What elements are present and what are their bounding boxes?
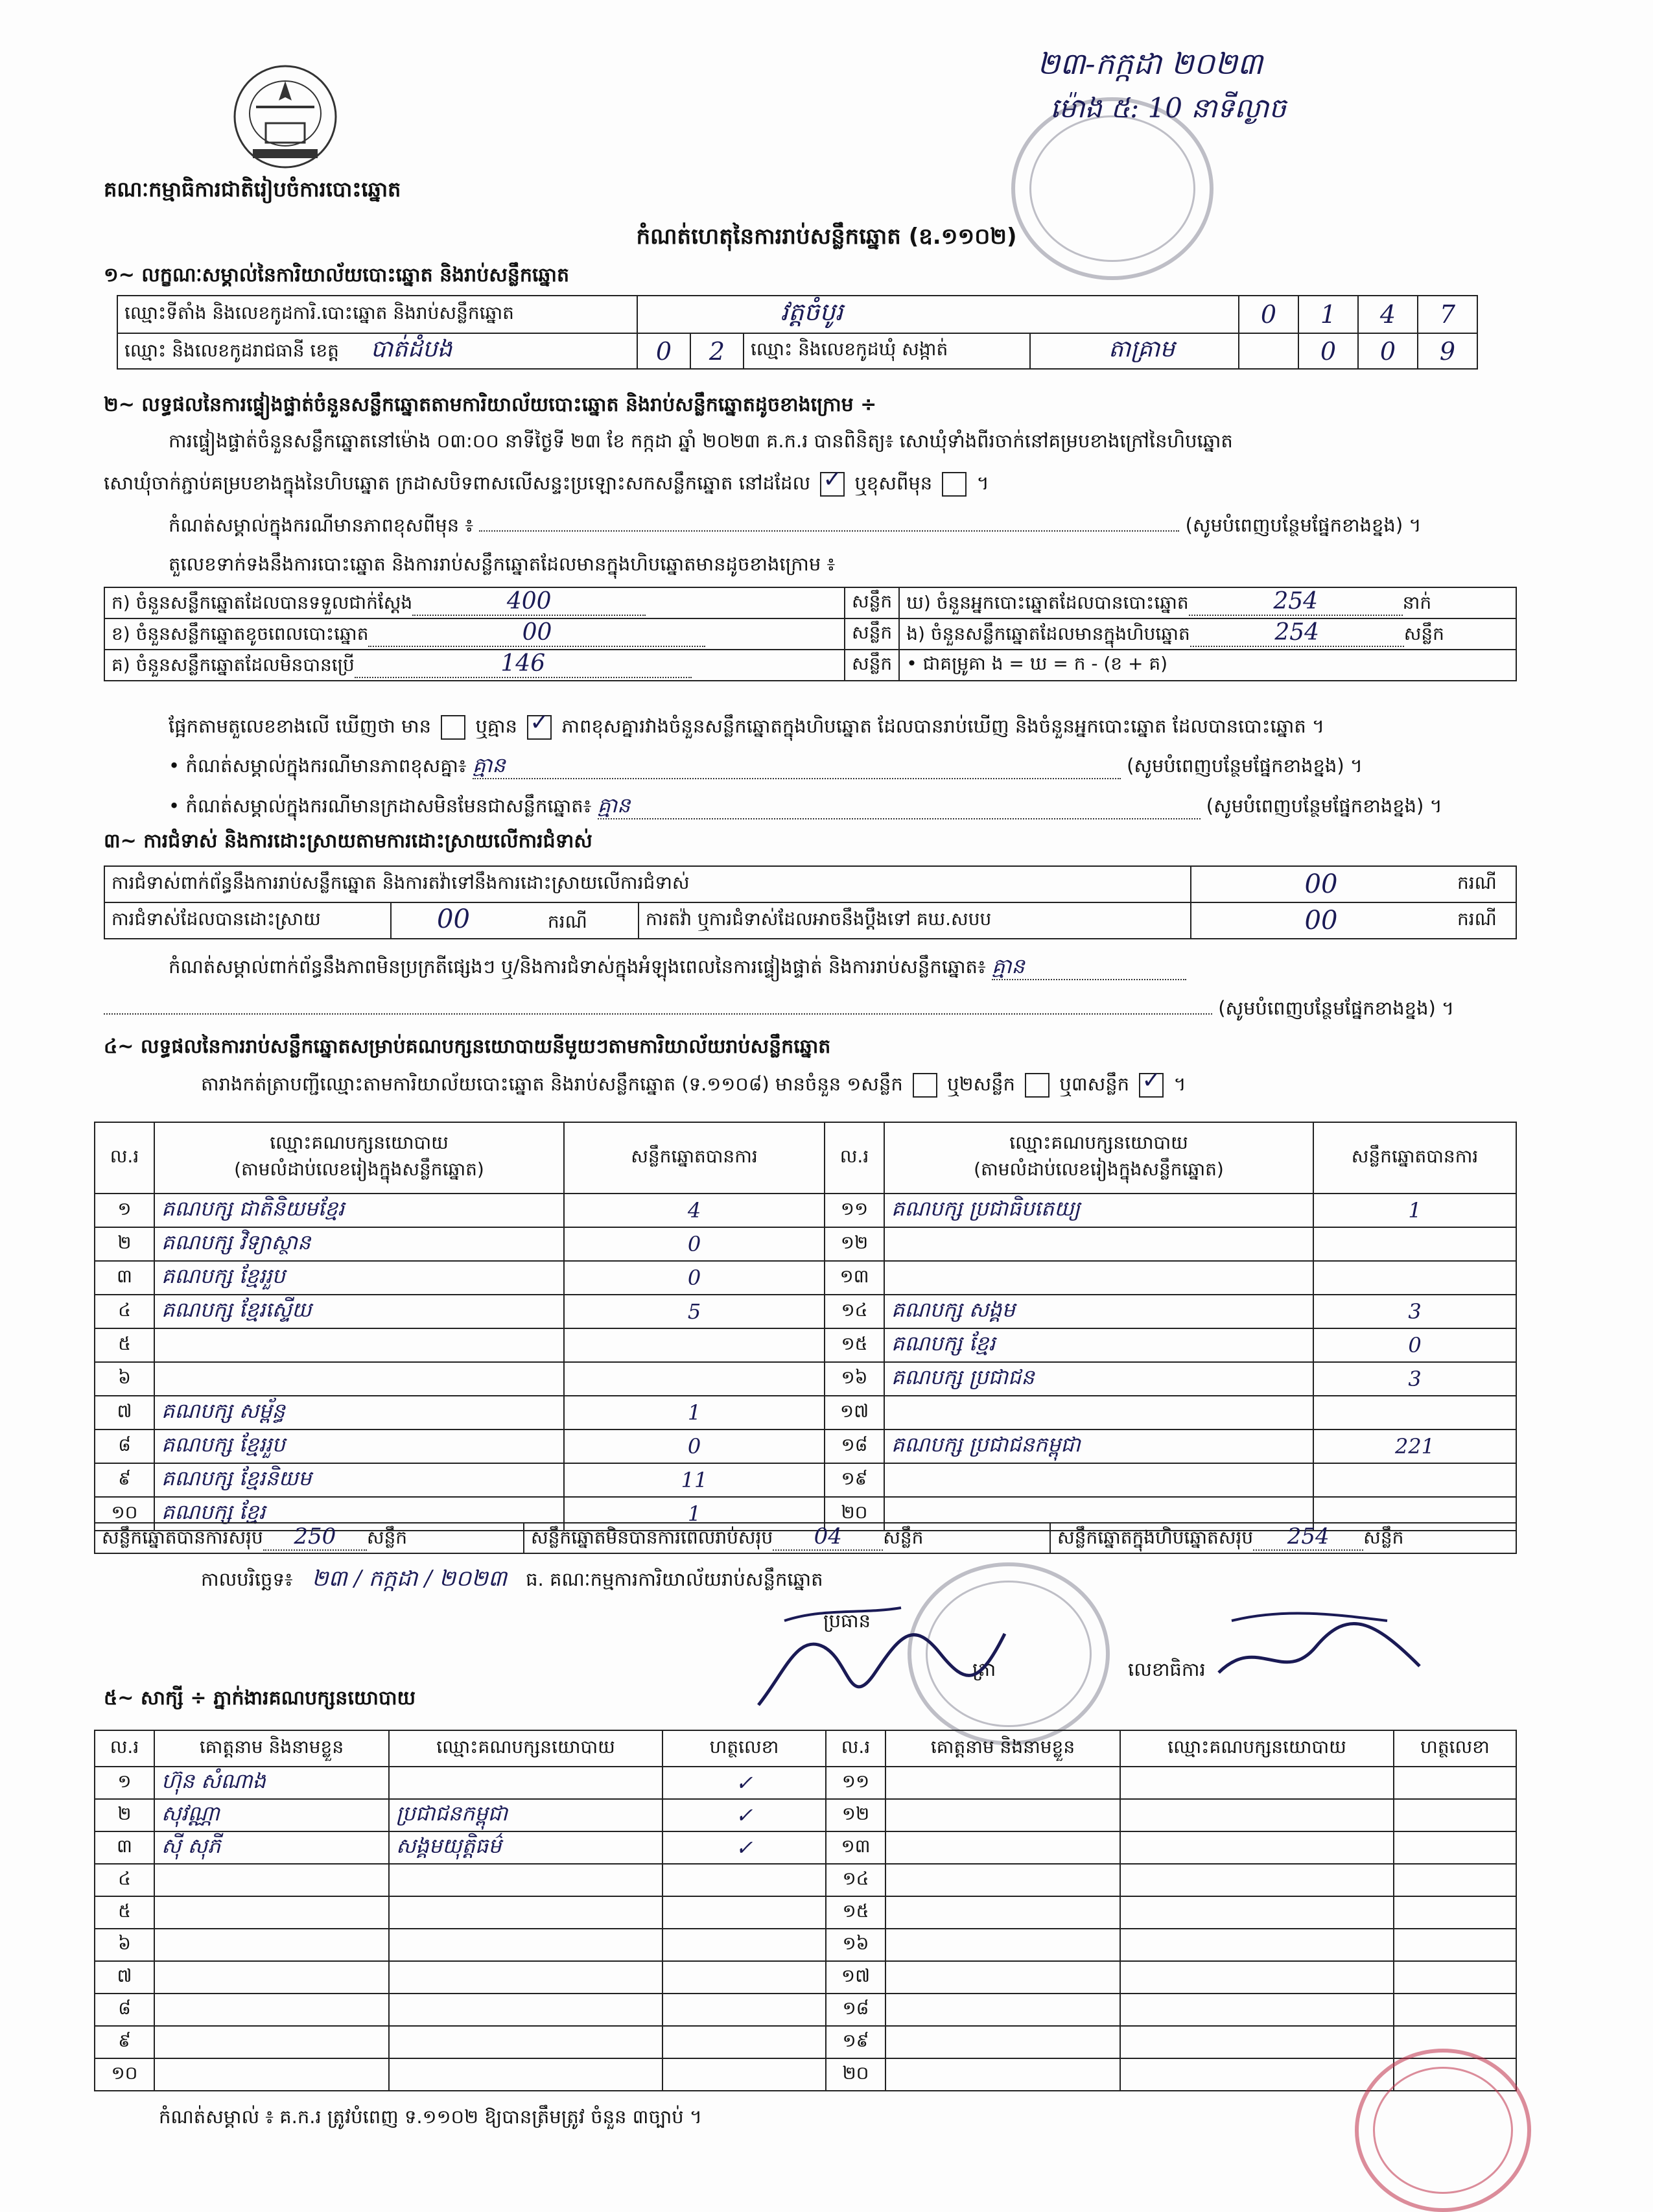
col-party-left (154, 1122, 564, 1194)
w-col-sign-right: ហត្ថលេខា (1394, 1730, 1516, 1767)
station-code-2: 1 (1298, 296, 1358, 333)
vote-count (1313, 1261, 1516, 1295)
vote-count (1313, 1463, 1516, 1497)
count-e-label: ង) ចំនួនសន្លឹកឆ្នោតដែលមានក្នុងហិបឆ្នោត (906, 623, 1190, 644)
footer-note: កំណត់សម្គាល់ ៖ គ.ក.រ ត្រូវបំពេញ ទ.១១០២ ឱ្យបានត្រឹមត្រូវ ចំនួន ៣ច្បាប់ ។ (159, 2106, 703, 2128)
note-invalid-value: គ្មាន (598, 792, 1201, 819)
vote-count (564, 1362, 825, 1396)
row-no: ១៥ (825, 1328, 884, 1362)
row-no: ១០ (95, 2058, 154, 2091)
complaint-note-line2 (104, 995, 1454, 1021)
row-no: ១៤ (825, 1295, 884, 1328)
witness-party (1120, 1831, 1394, 1864)
row-no: ១៦ (826, 1929, 885, 1961)
province-code-1: 0 (637, 333, 690, 369)
date-line (201, 1566, 823, 1592)
section1-heading: ១~ លក្ខណៈសម្គាល់នៃការិយាល័យបោះឆ្នោត និងរាប់សន្លឹកឆ្នោត (104, 264, 570, 287)
row-no: ៥ (95, 1896, 154, 1929)
secretary-label: លេខាធិការ (1128, 1658, 1206, 1680)
president-label: ប្រធាន (823, 1610, 871, 1632)
vote-count (564, 1328, 825, 1362)
row-no: ១៩ (826, 2026, 885, 2058)
table-row (95, 1362, 1516, 1396)
station-name: វត្តចំបូរ (637, 296, 1239, 333)
witness-party (1120, 1994, 1394, 2026)
witness-party (389, 1896, 662, 1929)
diff-line (169, 713, 1517, 740)
total-invalid-value: 04 (773, 1524, 883, 1551)
vote-count: 3 (1313, 1295, 1516, 1328)
total-invalid-unit: សន្លឹក (883, 1527, 924, 1548)
note-invalid-label: • កំណត់សម្គាល់ក្នុងករណីមានក្រដាសមិនមែនជាសន្លឹកឆ្នោត៖ (169, 795, 592, 817)
row-no: ៤ (95, 1864, 154, 1896)
witness-signature (1394, 1896, 1516, 1929)
witness-signature (662, 1896, 826, 1929)
complaint-note-dots (104, 1013, 1212, 1015)
diff-rest-text: ភាពខុសគ្នារវាងចំនួនសន្លឹកឆ្នោតក្នុងហិបឆ្នោត ដែលបានរាប់ឃើញ និងចំនួនអ្នកបោះឆ្នោត ដែលបានបោះឆ្នោត ។ (561, 715, 1325, 737)
witness-party: សង្គមយុត្តិធម៌ (389, 1831, 662, 1864)
committee-name: គណៈកម្មាធិការជាតិរៀបចំការបោះឆ្នោត (104, 177, 401, 202)
count-d-value: 254 (1189, 588, 1403, 616)
handwritten-date: ២៣-កក្កដា ២០២៣ (1037, 46, 1263, 81)
count-a-value: 400 (412, 588, 646, 616)
diff-none-text: ឬគ្មាន (475, 715, 517, 737)
count-e-value: 254 (1190, 619, 1404, 647)
row-no: ៦ (95, 1362, 154, 1396)
witness-signature (1394, 1831, 1516, 1864)
w-col-no-right: ល.រ (826, 1730, 885, 1767)
witness-signature (1394, 1994, 1516, 2026)
col-votes-right: សន្លឹកឆ្នោតបានការ (1313, 1122, 1516, 1194)
total-invalid-cell (524, 1523, 1050, 1553)
party-name: គណបក្ស ខ្មែររួប (154, 1261, 564, 1295)
row-no: ១៣ (825, 1261, 884, 1295)
table-row (95, 1295, 1516, 1328)
vote-count: 11 (564, 1463, 825, 1497)
date-value: ២៣ / កក្កដា / ២០២៣ (311, 1566, 507, 1592)
count-c-unit: សន្លឹក (845, 650, 899, 681)
table-row (95, 1396, 1516, 1430)
witness-signature (662, 1929, 826, 1961)
count-c-value: 146 (355, 650, 692, 678)
row-no: ១៧ (826, 1961, 885, 1994)
w-col-name-right: គោត្តនាម និងនាមខ្លួន (885, 1730, 1120, 1767)
section4-intro: តារាងកត់ត្រាបញ្ជីឈ្មោះតាមការិយាល័យបោះឆ្នោត និងរាប់សន្លឹកឆ្នោត (ទ.១១០៨) មានចំនួន ១សន្លឹក ឬ២សន្លឹក ឬ៣សន្លឹក ✓ ។ (201, 1071, 1186, 1098)
witness-party (389, 1767, 662, 1799)
witness-name (885, 1831, 1120, 1864)
commune-code-3: 9 (1418, 333, 1477, 369)
total-valid-cell (95, 1523, 524, 1553)
note-invalid-row (169, 792, 1442, 819)
total-valid-label: សន្លឹកឆ្នោតបានការសរុប (102, 1527, 263, 1548)
vote-count: 4 (564, 1194, 825, 1227)
total-invalid-label: សន្លឹកឆ្នោតមិនបានការពេលរាប់សរុប (531, 1527, 773, 1548)
section2-fill-hint: (សូមបំពេញបន្ថែមផ្នែកខាងខ្នង) ។ (1185, 514, 1422, 536)
table-row (95, 2026, 1516, 2058)
section2-para2-or: ឬខុសពីមុន (854, 472, 933, 494)
handwritten-time: ម៉ោង ៥: 10 នាទីល្ងាច (1050, 92, 1286, 124)
vote-count (1313, 1227, 1516, 1261)
witness-name (154, 1929, 389, 1961)
witness-name (885, 1799, 1120, 1831)
w-col-party-left: ឈ្មោះគណបក្សនយោបាយ (389, 1730, 662, 1767)
count-row-c (104, 650, 845, 681)
vote-count: 1 (1313, 1194, 1516, 1227)
row-no: ១២ (826, 1799, 885, 1831)
province-name: បាត់ដំបង (370, 336, 452, 362)
witness-party (1120, 2026, 1394, 2058)
complaint-row2-unit: ករណី (547, 911, 587, 932)
row-no: ៣ (95, 1831, 154, 1864)
row-no: ១៨ (826, 1994, 885, 2026)
table-row (95, 1430, 1516, 1463)
witness-signature (662, 1864, 826, 1896)
witness-party (1120, 1799, 1394, 1831)
count-c-label: គ) ចំនួនសន្លឹកឆ្នោតដែលមិនបានប្រើ (111, 654, 355, 676)
col-party-left-sub: (តាមលំដាប់លេខរៀងក្នុងសន្លឹកឆ្នោត) (234, 1159, 484, 1180)
party-name: គណបក្ស ជាតិនិយមខ្មែរ (154, 1194, 564, 1227)
note-diff-row (169, 752, 1363, 779)
table-row (95, 1261, 1516, 1295)
party-name: គណបក្ស ខ្មែរនិយម (154, 1463, 564, 1497)
row-no: ១០ (95, 1497, 154, 1531)
section5-heading: ៥~ សាក្សី ÷ ភ្នាក់ងារគណបក្សនយោបាយ (104, 1687, 416, 1710)
witness-signature (1394, 1961, 1516, 1994)
province-label (117, 333, 637, 369)
party-name (884, 1261, 1313, 1295)
witness-party (1120, 1896, 1394, 1929)
station-code-4: 7 (1418, 296, 1477, 333)
table-row (95, 1961, 1516, 1994)
row-no: ១៣ (826, 1831, 885, 1864)
complaint-row1-value: 00 (1191, 866, 1451, 902)
note-diff-value: គ្មាន (473, 752, 1121, 779)
complaint-note (169, 953, 1186, 980)
witness-party (389, 1929, 662, 1961)
witness-name (885, 2058, 1120, 2091)
party-name (884, 1396, 1313, 1430)
w-col-name-left: គោត្តនាម និងនាមខ្លួន (154, 1730, 389, 1767)
section4-intro-text: តារាងកត់ត្រាបញ្ជីឈ្មោះតាមការិយាល័យបោះឆ្នោត និងរាប់សន្លឹកឆ្នោត (ទ.១១០៨) មានចំនួន ១សន្លឹក (201, 1073, 903, 1095)
total-box-value: 254 (1253, 1524, 1363, 1551)
party-name: គណបក្ស ខ្មែរ (154, 1497, 564, 1531)
party-name: គណបក្ស ប្រជាជន (884, 1362, 1313, 1396)
count-row-a (104, 587, 845, 618)
vote-count: 0 (564, 1261, 825, 1295)
witness-name (154, 1896, 389, 1929)
totals-table (94, 1522, 1517, 1554)
count-e-unit: សន្លឹក (1403, 623, 1444, 644)
row-no: ១៤ (826, 1864, 885, 1896)
col-party-right-sub: (តាមលំដាប់លេខរៀងក្នុងសន្លឹកឆ្នោត) (974, 1159, 1224, 1180)
witness-party (1120, 1864, 1394, 1896)
count-a-unit: សន្លឹក (845, 587, 899, 618)
party-name: គណបក្ស វិទ្យាស្ថាន (154, 1227, 564, 1261)
table-row (95, 1799, 1516, 1831)
complaint-note-value: គ្មាន (992, 953, 1186, 980)
station-table (117, 295, 1478, 370)
total-box-cell (1050, 1523, 1516, 1553)
vote-count: 3 (1313, 1362, 1516, 1396)
witness-name (885, 2026, 1120, 2058)
witness-party: ប្រជាជនកម្ពុជា (389, 1799, 662, 1831)
witness-name (154, 1961, 389, 1994)
witness-name (885, 1767, 1120, 1799)
witness-signature (662, 1994, 826, 2026)
vote-count: 0 (1313, 1328, 1516, 1362)
witness-name (154, 2026, 389, 2058)
witness-name (885, 1994, 1120, 2026)
table-row (95, 1896, 1516, 1929)
one-sheet-checkbox[interactable] (913, 1073, 937, 1098)
has-diff-checkbox[interactable] (441, 715, 465, 740)
complaint-row2-value: 00 (437, 904, 470, 934)
row-no: ៧ (95, 1961, 154, 1994)
section2-counts-intro: តួលេខទាក់ទងនឹងការបោះឆ្នោត និងការរាប់សន្លឹកឆ្នោតដែលមានក្នុងហិបឆ្នោតមានដូចខាងក្រោម ៖ (169, 553, 836, 575)
results-table (94, 1122, 1517, 1531)
count-row-b (104, 618, 845, 650)
w-col-no-left: ល.រ (95, 1730, 154, 1767)
vote-count: 221 (1313, 1430, 1516, 1463)
witness-signature: ✓ (662, 1799, 826, 1831)
witness-party (1120, 1929, 1394, 1961)
date-suffix: ធ. គណៈកម្មការការិយាល័យរាប់សន្លឹកឆ្នោត (526, 1568, 823, 1590)
witness-party (389, 1994, 662, 2026)
col-party-right (884, 1122, 1313, 1194)
vote-count: 0 (564, 1430, 825, 1463)
col-party-right-title: ឈ្មោះគណបក្សនយោបាយ (1009, 1132, 1188, 1153)
complaint-row2-label: ការជំទាស់ដែលបានដោះស្រាយ (104, 902, 391, 939)
party-name: គណបក្ស សង្គម (884, 1295, 1313, 1328)
section3-heading: ៣~ ការជំទាស់ និងការដោះស្រាយតាមការដោះស្រាយលើការជំទាស់ (104, 830, 592, 853)
complaint-row2b-unit: ករណី (1451, 902, 1516, 939)
witness-name (885, 1864, 1120, 1896)
col-votes-left: សន្លឹកឆ្នោតបានការ (564, 1122, 825, 1194)
table-row (95, 1227, 1516, 1261)
secretary-signature (1206, 1595, 1439, 1712)
row-no: ១ (95, 1194, 154, 1227)
witness-signature: ✓ (662, 1767, 826, 1799)
count-b-label: ខ) ចំនួនសន្លឹកឆ្នោតខូចពេលបោះឆ្នោត (111, 623, 369, 644)
province-label-text: ឈ្មោះ និងលេខកូដរាជធានី ខេត្ត (124, 340, 339, 361)
two-sheet-checkbox[interactable] (1025, 1073, 1049, 1098)
row-no: ១១ (825, 1194, 884, 1227)
note-invalid-hint: (សូមបំពេញបន្ថែមផ្នែកខាងខ្នង) ។ (1206, 795, 1442, 817)
count-d-unit: នាក់ (1402, 592, 1432, 613)
col-no-left: ល.រ (95, 1122, 154, 1194)
witness-table (94, 1730, 1517, 2091)
section2-note-line (169, 512, 1491, 538)
count-row-d (899, 587, 1516, 618)
complaint-row2-cell (391, 902, 639, 939)
complaint-row1-label: ការជំទាស់ពាក់ព័ន្ធនឹងការរាប់សន្លឹកឆ្នោត និងការតវ៉ាទៅនឹងការដោះស្រាយលើការជំទាស់ (104, 866, 1191, 902)
party-name: គណបក្ស ខ្មែររួប (154, 1430, 564, 1463)
table-row (95, 1864, 1516, 1896)
row-no: ៨ (95, 1430, 154, 1463)
col-no-right: ល.រ (825, 1122, 884, 1194)
row-no: ៩ (95, 2026, 154, 2058)
w-col-sign-left: ហត្ថលេខា (662, 1730, 826, 1767)
national-emblem (227, 62, 344, 175)
row-no: ៦ (95, 1929, 154, 1961)
w-col-party-right: ឈ្មោះគណបក្សនយោបាយ (1120, 1730, 1394, 1767)
row-no: ៧ (95, 1396, 154, 1430)
section2-note-label: កំណត់សម្គាល់ក្នុងករណីមានភាពខុសពីមុន ៖ (169, 514, 474, 536)
total-box-label: សន្លឹកឆ្នោតក្នុងហិបឆ្នោតសរុប (1057, 1527, 1254, 1548)
witness-signature (1394, 1799, 1516, 1831)
vote-count (1313, 1396, 1516, 1430)
witness-name (154, 2058, 389, 2091)
row-no: ៨ (95, 1994, 154, 2026)
witness-name (885, 1929, 1120, 1961)
table-row (95, 1831, 1516, 1864)
total-valid-value: 250 (263, 1524, 367, 1551)
member-label: ត្រា (972, 1658, 996, 1680)
witness-signature (662, 2058, 826, 2091)
commune-label: ឈ្មោះ និងលេខកូដឃុំ សង្កាត់ (744, 333, 1030, 369)
row-no: ៥ (95, 1328, 154, 1362)
note-diff-label: • កំណត់សម្គាល់ក្នុងករណីមានភាពខុសគ្នា៖ (169, 755, 467, 777)
row-no: ១ (95, 1767, 154, 1799)
party-name: គណបក្ស ប្រជាជនកម្ពុជា (884, 1430, 1313, 1463)
same-checkbox[interactable] (820, 472, 845, 497)
count-b-value: 00 (368, 619, 705, 647)
witness-name: សុវណ្ណា (154, 1799, 389, 1831)
row-no: ៤ (95, 1295, 154, 1328)
three-sheet-label: ឬ៣សន្លឹក (1059, 1073, 1130, 1095)
witness-party (389, 2026, 662, 2058)
vote-count: 0 (564, 1227, 825, 1261)
total-box-unit: សន្លឹក (1363, 1527, 1404, 1548)
province-code-2: 2 (690, 333, 744, 369)
station-code-3: 4 (1358, 296, 1418, 333)
table-row (95, 1929, 1516, 1961)
table-row (95, 1328, 1516, 1362)
witness-signature (662, 2026, 826, 2058)
witness-party (1120, 2058, 1394, 2091)
complaint-fill-hint: (សូមបំពេញបន្ថែមផ្នែកខាងខ្នង) ។ (1218, 997, 1455, 1019)
count-a-label: ក) ចំនួនសន្លឹកឆ្នោតដែលបានទទួលជាក់ស្តែង (111, 592, 413, 613)
count-b-unit: សន្លឹក (845, 618, 899, 650)
complaint-row2b-label: ការតវ៉ា ឬការជំទាស់ដែលអាចនឹងប្តឹងទៅ គឃ.សបប (639, 902, 1191, 939)
witness-name (154, 1994, 389, 2026)
witness-party (1120, 1767, 1394, 1799)
witness-name (885, 1896, 1120, 1929)
section2-para1: ការផ្ទៀងផ្ទាត់ចំនួនសន្លឹកឆ្នោតនៅម៉ោង ០៣:០០ នាទីថ្ងៃទី ២៣ ខែ កក្កដា ឆ្នាំ ២០២៣ គ.ក.រ បានពិនិត្យ៖ សោឃុំទាំងពីរចាក់នៅគម្របខាងក្រៅនៃហិបឆ្នោត (169, 430, 1233, 452)
section2-note-dots (479, 530, 1179, 532)
party-name (884, 1227, 1313, 1261)
table-row (95, 2058, 1516, 2091)
section4-heading: ៤~ លទ្ធផលនៃការរាប់សន្លឹកឆ្នោតសម្រាប់គណបក្សនយោបាយនីមួយៗតាមការិយាល័យរាប់សន្លឹកឆ្នោត (104, 1035, 831, 1058)
different-checkbox[interactable] (942, 472, 967, 497)
counts-table (104, 587, 1517, 681)
witness-signature (662, 1961, 826, 1994)
row-no: ២ (95, 1227, 154, 1261)
complaint-note-label: កំណត់សម្គាល់ពាក់ព័ន្ធនឹងភាពមិនប្រក្រតីផ្សេងៗ ឬ/និងការជំទាស់ក្នុងអំឡុងពេលនៃការផ្ទៀងផ្ទាត់ និងការរាប់សន្លឹកឆ្នោត៖ (169, 956, 986, 978)
witness-name: ស៊ី សុភី (154, 1831, 389, 1864)
witness-signature (1394, 1929, 1516, 1961)
note-diff-hint: (សូមបំពេញបន្ថែមផ្នែកខាងខ្នង) ។ (1127, 755, 1363, 777)
station-label: ឈ្មោះទីតាំង និងលេខកូដការិ.បោះឆ្នោត និងរាប់សន្លឹកឆ្នោត (117, 296, 637, 333)
row-no: ២០ (826, 2058, 885, 2091)
party-name: គណបក្ស ខ្មែរ (884, 1328, 1313, 1362)
row-no: ២០ (825, 1497, 884, 1531)
witness-signature (1394, 1767, 1516, 1799)
row-no: ៣ (95, 1261, 154, 1295)
row-no: ១៧ (825, 1396, 884, 1430)
table-row (95, 1194, 1516, 1227)
date-prefix: កាលបរិច្ឆេទ៖ (201, 1568, 293, 1590)
station-code-1: 0 (1239, 296, 1298, 333)
row-no: ១៩ (825, 1463, 884, 1497)
party-name: គណបក្ស ប្រជាធិបតេយ្យ (884, 1194, 1313, 1227)
complaints-table (104, 865, 1517, 939)
witness-signature: ✓ (662, 1831, 826, 1864)
commune-code-1: 0 (1298, 333, 1358, 369)
diff-line-text: ផ្អែកតាមតួលេខខាងលើ ឃើញថា មាន (169, 715, 432, 737)
party-name (154, 1328, 564, 1362)
red-stamp (1355, 2049, 1531, 2212)
witness-party (1120, 1961, 1394, 1994)
two-sheet-label: ឬ២សន្លឹក (947, 1073, 1015, 1095)
section2-heading: ២~ លទ្ធផលនៃការផ្ទៀងផ្ទាត់ចំនួនសន្លឹកឆ្នោតតាមការិយាល័យបោះឆ្នោត និងរាប់សន្លឹកឆ្នោតដូចខាងក្រោម ÷ (104, 394, 877, 416)
row-no: ១៥ (826, 1896, 885, 1929)
witness-party (389, 1864, 662, 1896)
vote-count: 5 (564, 1295, 825, 1328)
table-row (95, 1767, 1516, 1799)
complaint-row2b-value: 00 (1191, 902, 1451, 939)
row-no: ១៨ (825, 1430, 884, 1463)
commune-code-2: 0 (1358, 333, 1418, 369)
three-sheet-checkbox[interactable] (1139, 1073, 1164, 1098)
vote-count: 1 (564, 1396, 825, 1430)
table-row (95, 1994, 1516, 2026)
party-name: គណបក្ស ខ្មែរស្ទើយ (154, 1295, 564, 1328)
row-no: ១៦ (825, 1362, 884, 1396)
party-name (154, 1362, 564, 1396)
commune-name: តាគ្រាម (1030, 333, 1239, 369)
section2-para2-text: សោឃុំចាក់ភ្ជាប់គម្របខាងក្នុងនៃហិបឆ្នោត ក្រដាសបិទពាសលើសន្ទះប្រឡោះសកសន្លឹកឆ្នោត នៅដដែល (104, 472, 811, 494)
vote-count: 1 (564, 1497, 825, 1531)
party-name: គណបក្ស សម្ព័ន្ធ (154, 1396, 564, 1430)
president-signature (745, 1595, 1018, 1724)
witness-party (389, 1961, 662, 1994)
witness-name (885, 1961, 1120, 1994)
witness-party (389, 2058, 662, 2091)
count-row-e (899, 618, 1516, 650)
section2-para2: សោឃុំចាក់ភ្ជាប់គម្របខាងក្នុងនៃហិបឆ្នោត ក្រដាសបិទពាសលើសន្ទះប្រឡោះសកសន្លឹកឆ្នោត នៅដដែល ✓ ឬខុសពីមុន ។ (104, 470, 989, 497)
total-valid-unit: សន្លឹក (366, 1527, 408, 1548)
witness-name: ហ៊ុន សំណាង (154, 1767, 389, 1799)
table-row (95, 1463, 1516, 1497)
complaint-row1-unit: ករណី (1451, 866, 1516, 902)
party-name (884, 1463, 1313, 1497)
count-d-label: ឃ) ចំនួនអ្នកបោះឆ្នោតដែលបានបោះឆ្នោត (906, 592, 1189, 613)
formula: • ជាគម្រូគា ង = ឃ = ក - (ខ + គ) (899, 650, 1516, 681)
witness-name (154, 1864, 389, 1896)
no-diff-checkbox[interactable] (527, 715, 552, 740)
commune-code-spacer (1239, 333, 1298, 369)
row-no: ៩ (95, 1463, 154, 1497)
row-no: ១១ (826, 1767, 885, 1799)
witness-signature (1394, 1864, 1516, 1896)
form-title: កំណត់ហេតុនៃការរាប់សន្លឹកឆ្នោត (ឧ.១១០២) (636, 224, 1017, 250)
row-no: ២ (95, 1799, 154, 1831)
col-party-left-title: ឈ្មោះគណបក្សនយោបាយ (270, 1132, 449, 1153)
row-no: ១២ (825, 1227, 884, 1261)
